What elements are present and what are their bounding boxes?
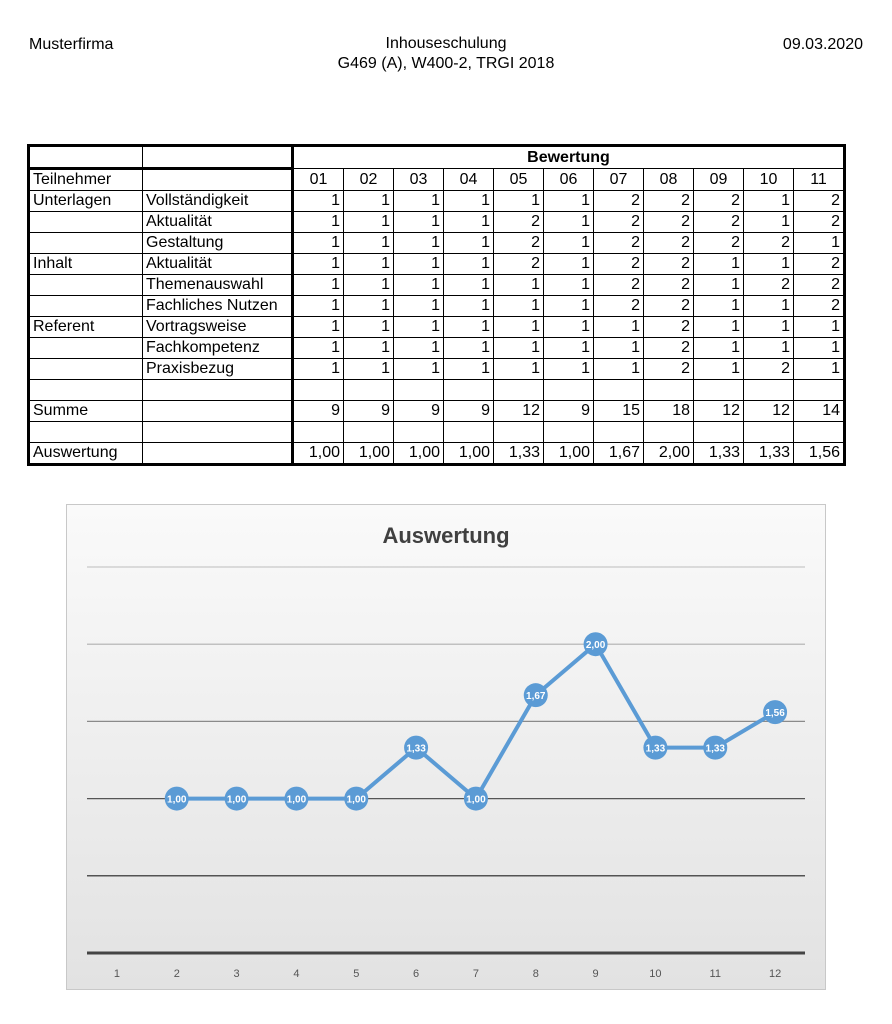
table-cell: 2 — [794, 254, 845, 275]
sum-cell: 9 — [544, 401, 594, 422]
column-header: 07 — [594, 169, 644, 191]
evaluation-chart — [66, 504, 826, 990]
data-label: 1,00 — [346, 794, 366, 806]
table-cell: 1 — [344, 254, 394, 275]
table-cell: 1 — [444, 359, 494, 380]
table-row — [29, 338, 845, 359]
table-cell: 1 — [444, 233, 494, 254]
sum-cell: 9 — [394, 401, 444, 422]
data-label: 1,67 — [526, 691, 546, 703]
empty-cell — [494, 380, 544, 401]
table-cell: 1 — [444, 212, 494, 233]
table-cell: 2 — [594, 275, 644, 296]
row-item-label: Vollständigkeit — [143, 191, 293, 212]
table-cell: 2 — [644, 233, 694, 254]
table-cell: 1 — [744, 317, 794, 338]
title-line-2: G469 (A), W400-2, TRGI 2018 — [337, 55, 555, 72]
row-group-label — [29, 359, 143, 380]
chart-title: Auswertung — [382, 523, 510, 548]
empty-cell — [143, 380, 293, 401]
sum-cell: 15 — [594, 401, 644, 422]
table-cell: 1 — [744, 338, 794, 359]
table-cell: 1 — [494, 317, 544, 338]
x-tick-label: 6 — [413, 968, 420, 980]
title-line-1: Inhouseschulung — [385, 35, 507, 52]
data-label: 1,00 — [466, 794, 486, 806]
table-cell: 1 — [344, 359, 394, 380]
row-group-label — [29, 275, 143, 296]
empty-cell — [594, 380, 644, 401]
evaluation-cell: 1,00 — [444, 443, 494, 465]
empty-cell — [544, 380, 594, 401]
empty-cell — [744, 380, 794, 401]
table-cell: 1 — [444, 254, 494, 275]
x-tick-label: 1 — [113, 968, 120, 980]
sum-row — [29, 401, 845, 422]
table-cell: 1 — [394, 254, 444, 275]
column-header: 10 — [744, 169, 794, 191]
row-group-label — [29, 233, 143, 254]
table-cell: 1 — [544, 296, 594, 317]
table-cell: 1 — [494, 338, 544, 359]
row-group-label: Unterlagen — [29, 191, 143, 212]
x-tick-label: 4 — [293, 968, 300, 980]
evaluation-cell: 1,33 — [694, 443, 744, 465]
table-cell: 2 — [644, 275, 694, 296]
table-cell: 1 — [394, 233, 444, 254]
table-cell: 1 — [494, 359, 544, 380]
data-label: 1,33 — [406, 743, 426, 755]
table-cell: 1 — [594, 338, 644, 359]
table-cell: 1 — [694, 359, 744, 380]
x-tick-label: 7 — [472, 968, 479, 980]
table-cell: 1 — [344, 317, 394, 338]
x-tick-label: 8 — [532, 968, 539, 980]
empty-cell — [794, 380, 845, 401]
data-label: 2,00 — [585, 640, 606, 652]
table-cell: 1 — [444, 275, 494, 296]
empty-cell — [344, 422, 394, 443]
empty-cell — [694, 380, 744, 401]
empty-cell — [794, 422, 845, 443]
empty-cell — [29, 380, 143, 401]
table-cell: 1 — [544, 191, 594, 212]
table-cell: 1 — [694, 317, 744, 338]
table-cell: 2 — [644, 191, 694, 212]
table-cell: 1 — [544, 254, 594, 275]
empty-cell — [293, 380, 344, 401]
empty-cell — [494, 422, 544, 443]
table-cell: 1 — [744, 212, 794, 233]
blank-row — [29, 422, 845, 443]
table-cell: 1 — [694, 296, 744, 317]
table-cell: 1 — [794, 359, 845, 380]
table-cell: 2 — [794, 212, 845, 233]
table-cell: 1 — [494, 191, 544, 212]
empty-cell — [744, 422, 794, 443]
table-cell: 2 — [644, 317, 694, 338]
table-cell: 1 — [394, 338, 444, 359]
x-tick-label: 10 — [649, 968, 662, 980]
table-cell: 2 — [644, 296, 694, 317]
x-tick-label: 3 — [233, 968, 240, 980]
x-tick-label: 11 — [709, 968, 721, 980]
evaluation-row — [29, 443, 845, 465]
table-cell: 1 — [344, 275, 394, 296]
table-cell: 1 — [394, 296, 444, 317]
table-row — [29, 275, 845, 296]
table-cell: 1 — [293, 212, 344, 233]
table-cell: 2 — [494, 212, 544, 233]
blank-row — [29, 380, 845, 401]
table-cell: 1 — [544, 233, 594, 254]
empty-cell — [143, 146, 293, 169]
row-group-label: Inhalt — [29, 254, 143, 275]
sum-cell: 9 — [444, 401, 494, 422]
x-tick-label: 2 — [173, 968, 180, 980]
evaluation-cell: 1,00 — [344, 443, 394, 465]
table-cell: 1 — [293, 317, 344, 338]
table-cell: 2 — [644, 254, 694, 275]
table-cell: 1 — [694, 338, 744, 359]
table-cell: 1 — [444, 296, 494, 317]
empty-cell — [394, 380, 444, 401]
sum-cell: 9 — [293, 401, 344, 422]
table-cell: 1 — [794, 338, 845, 359]
table-row — [29, 233, 845, 254]
table-cell: 2 — [644, 359, 694, 380]
column-header: 08 — [644, 169, 694, 191]
table-row — [29, 212, 845, 233]
table-cell: 2 — [694, 191, 744, 212]
empty-cell — [143, 443, 293, 465]
bewertung-header: Bewertung — [293, 146, 845, 169]
evaluation-cell: 1,00 — [544, 443, 594, 465]
x-tick-label: 9 — [592, 968, 599, 980]
table-cell: 1 — [544, 212, 594, 233]
table-cell: 1 — [544, 275, 594, 296]
participants-label: Teilnehmer — [29, 169, 143, 191]
table-row — [29, 359, 845, 380]
table-row — [29, 254, 845, 275]
column-header: 05 — [494, 169, 544, 191]
x-tick-label: 12 — [768, 968, 782, 980]
table-cell: 1 — [494, 296, 544, 317]
empty-cell — [29, 422, 143, 443]
table-cell: 1 — [544, 338, 594, 359]
company-name: Musterfirma — [29, 36, 114, 53]
table-cell: 1 — [344, 338, 394, 359]
column-header: 06 — [544, 169, 594, 191]
data-label: 1,33 — [645, 743, 666, 755]
table-cell: 1 — [744, 296, 794, 317]
column-header: 02 — [344, 169, 394, 191]
row-group-label: Referent — [29, 317, 143, 338]
empty-cell — [644, 422, 694, 443]
table-cell: 2 — [594, 254, 644, 275]
table-cell: 1 — [444, 317, 494, 338]
table-cell: 2 — [594, 233, 644, 254]
data-label: 1,33 — [705, 743, 725, 755]
table-cell: 1 — [444, 338, 494, 359]
table-cell: 1 — [293, 191, 344, 212]
column-header: 11 — [794, 169, 845, 191]
column-header: 04 — [444, 169, 494, 191]
empty-cell — [544, 422, 594, 443]
table-cell: 1 — [293, 254, 344, 275]
row-item-label: Gestaltung — [143, 233, 293, 254]
row-item-label: Vortragsweise — [143, 317, 293, 338]
evaluation-cell: 1,33 — [744, 443, 794, 465]
table-cell: 1 — [544, 317, 594, 338]
empty-cell — [444, 380, 494, 401]
table-cell: 1 — [344, 191, 394, 212]
table-cell: 1 — [694, 254, 744, 275]
x-tick-label: 5 — [353, 968, 360, 980]
table-cell: 1 — [444, 191, 494, 212]
empty-cell — [644, 380, 694, 401]
row-group-label — [29, 296, 143, 317]
sum-cell: 12 — [494, 401, 544, 422]
table-column-header-row — [29, 169, 845, 191]
table-cell: 1 — [744, 191, 794, 212]
table-cell: 2 — [594, 212, 644, 233]
empty-cell — [344, 380, 394, 401]
evaluation-table — [27, 144, 846, 466]
table-cell: 1 — [293, 359, 344, 380]
table-cell: 1 — [794, 317, 845, 338]
table-cell: 1 — [394, 212, 444, 233]
table-cell: 1 — [344, 296, 394, 317]
table-cell: 1 — [293, 338, 344, 359]
table-header-row — [29, 146, 845, 169]
evaluation-cell: 2,00 — [644, 443, 694, 465]
table-cell: 1 — [544, 359, 594, 380]
evaluation-cell: 1,33 — [494, 443, 544, 465]
table-cell: 2 — [494, 233, 544, 254]
row-item-label: Aktualität — [143, 254, 293, 275]
empty-cell — [143, 401, 293, 422]
empty-cell — [594, 422, 644, 443]
data-label: 1,56 — [765, 708, 785, 720]
table-cell: 1 — [344, 212, 394, 233]
column-header: 09 — [694, 169, 744, 191]
table-row — [29, 296, 845, 317]
data-label: 1,00 — [167, 794, 187, 806]
table-cell: 1 — [394, 191, 444, 212]
chart-plot-area — [67, 505, 825, 989]
sum-cell: 18 — [644, 401, 694, 422]
row-group-label — [29, 212, 143, 233]
row-item-label: Themenauswahl — [143, 275, 293, 296]
evaluation-label: Auswertung — [29, 443, 143, 465]
column-header: 01 — [293, 169, 344, 191]
document-date: 09.03.2020 — [782, 36, 863, 53]
evaluation-cell: 1,00 — [394, 443, 444, 465]
table-cell: 2 — [744, 275, 794, 296]
row-item-label: Fachkompetenz — [143, 338, 293, 359]
table-cell: 2 — [594, 296, 644, 317]
table-cell: 1 — [494, 275, 544, 296]
row-item-label: Fachliches Nutzen — [143, 296, 293, 317]
evaluation-cell: 1,56 — [794, 443, 845, 465]
table-row — [29, 317, 845, 338]
table-cell: 1 — [344, 233, 394, 254]
table-cell: 2 — [694, 233, 744, 254]
page-header — [0, 30, 892, 80]
column-header: 03 — [394, 169, 444, 191]
table-cell: 1 — [694, 275, 744, 296]
table-cell: 2 — [794, 296, 845, 317]
table-cell: 2 — [694, 212, 744, 233]
empty-cell — [29, 146, 143, 169]
table-cell: 1 — [794, 233, 845, 254]
table-cell: 2 — [594, 191, 644, 212]
table-cell: 2 — [494, 254, 544, 275]
table-cell: 1 — [293, 275, 344, 296]
table-cell: 1 — [394, 359, 444, 380]
table-cell: 1 — [594, 359, 644, 380]
table-cell: 2 — [644, 338, 694, 359]
empty-cell — [394, 422, 444, 443]
table-cell: 1 — [293, 296, 344, 317]
table-cell: 2 — [794, 275, 845, 296]
sum-cell: 14 — [794, 401, 845, 422]
sum-cell: 12 — [744, 401, 794, 422]
row-group-label — [29, 338, 143, 359]
table-cell: 2 — [644, 212, 694, 233]
document-title — [0, 34, 892, 74]
empty-cell — [143, 169, 293, 191]
row-item-label: Aktualität — [143, 212, 293, 233]
data-label: 1,00 — [226, 794, 247, 806]
table-cell: 1 — [744, 254, 794, 275]
evaluation-cell: 1,00 — [293, 443, 344, 465]
empty-cell — [694, 422, 744, 443]
sum-cell: 9 — [344, 401, 394, 422]
table-row — [29, 191, 845, 212]
row-item-label: Praxisbezug — [143, 359, 293, 380]
table-cell: 1 — [394, 317, 444, 338]
table-cell: 2 — [794, 191, 845, 212]
sum-cell: 12 — [694, 401, 744, 422]
sum-label: Summe — [29, 401, 143, 422]
table-cell: 1 — [594, 317, 644, 338]
data-label: 1,00 — [286, 794, 307, 806]
table-cell: 1 — [394, 275, 444, 296]
empty-cell — [143, 422, 293, 443]
table-cell: 2 — [744, 359, 794, 380]
table-cell: 1 — [293, 233, 344, 254]
evaluation-cell: 1,67 — [594, 443, 644, 465]
empty-cell — [444, 422, 494, 443]
table-cell: 2 — [744, 233, 794, 254]
empty-cell — [293, 422, 344, 443]
